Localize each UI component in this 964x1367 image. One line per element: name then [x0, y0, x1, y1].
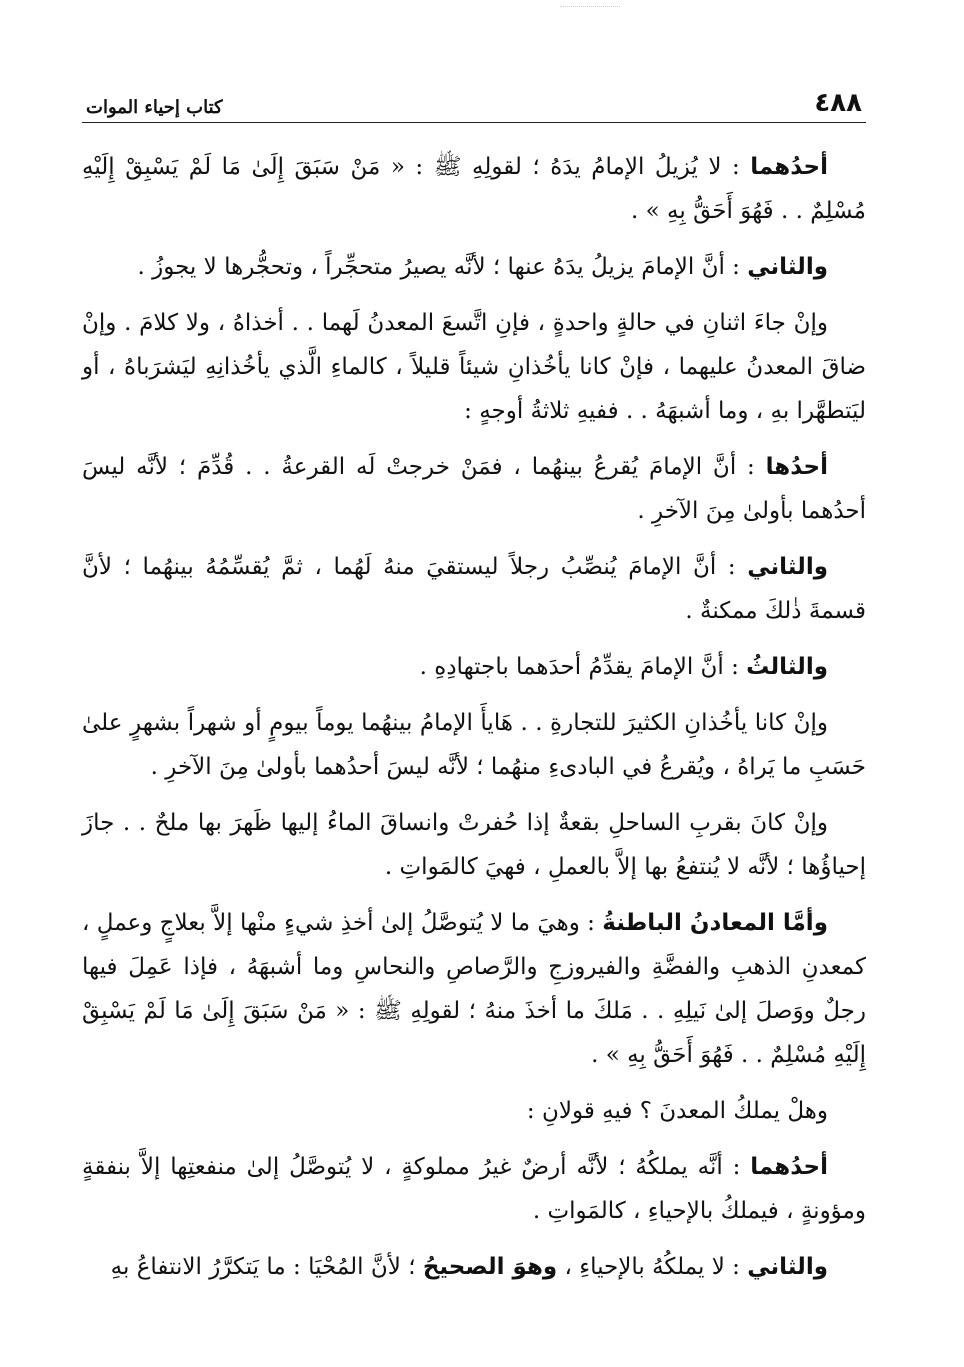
paragraph-text: : لا يُزيلُ الإمامُ يدَهُ ؛ لقولِهِ ﷺ : « مَنْ سَبَقَ إِلَىٰ مَا لَمْ يَسْبِقْ إِلَيْهِ مُسْلِمٌ . . فَهُوَ أَحَقُّ بِهِ » . [82, 154, 866, 224]
paragraph-lead: والثاني [747, 254, 828, 280]
page-header [82, 82, 866, 123]
page-body [82, 145, 866, 1289]
paragraph-text: : لا يملكُهُ بالإحياءِ ، [557, 1254, 748, 1280]
paragraph-text: : أنَّه يملكُهُ ؛ لأنَّه أرضٌ غيرُ مملوكةٍ ، لا يُتوصَّلُ إلىٰ منفعتِها إلاَّ بنفقةٍ ومؤونةٍ ، فيملكُ بالإحياءِ ، كالمَواتِ . [82, 1154, 866, 1224]
paragraph-lead: أحدُهما [750, 1154, 828, 1180]
running-title: كتاب إحياء الموات [86, 97, 223, 118]
paragraph-2 [82, 245, 866, 289]
paragraph-10 [82, 1089, 866, 1133]
paragraph-lead: والثالثُ [746, 654, 828, 680]
paragraph-lead: أحدُها [765, 454, 828, 480]
paragraph-tail: ؛ لأنَّ المُحْيَا : ما يَتكرَّرُ الانتفاعُ بهِ [110, 1254, 423, 1280]
paragraph-9 [82, 901, 866, 1077]
paragraph-emphasis: وهوَ الصحيحُ [422, 1254, 558, 1280]
paragraph-lead: وأمَّا المعادنُ الباطنةُ [602, 910, 828, 936]
paragraph-7 [82, 701, 866, 789]
paragraph-lead: والثاني [747, 1254, 828, 1280]
paragraph-text: : وهيَ ما لا يُتوصَّلُ إلىٰ أخذِ شيءٍ منْها إلاَّ بعلاجٍ وعملٍ ، كمعدنِ الذهبِ والفضَّةِ والفيروزجِ والرَّصاصِ والنحاسِ وما أشبهَهُ ، فإذا عَمِلَ فيها رجلٌ ووَصلَ إلىٰ نَيلِهِ . . مَلكَ ما أخذَ منهُ ؛ لقولِهِ ﷺ : « مَنْ سَبَقَ إِلَىٰ مَا لَمْ يَسْبِقْ إِلَيْهِ مُسْلِمٌ . . فَهُوَ أَحَقُّ بِهِ » . [82, 910, 866, 1068]
paragraph-8 [82, 801, 866, 889]
paragraph-12 [82, 1245, 866, 1289]
paragraph-lead: أحدُهما [750, 154, 828, 180]
paragraph-text: : أنَّ الإمامَ يُنصِّبُ رجلاً ليستقيَ منهُ لَهُما ، ثمَّ يُقسِّمُهُ بينهُما ؛ لأنَّ قسمةَ ذٰلكَ ممكنةٌ . [82, 554, 866, 624]
paragraph-lead: والثاني [747, 554, 828, 580]
paragraph-text: : أنَّ الإمامَ يُقرعُ بينهُما ، فمَنْ خرجتْ لَه القرعةُ . . قُدِّمَ ؛ لأنَّه ليسَ أحدُهما بأولىٰ مِنَ الآخرِ . [82, 454, 866, 524]
paragraph-5 [82, 545, 866, 633]
paragraph-text: : أنَّ الإمامَ يزيلُ يدَهُ عنها ؛ لأنَّه يصيرُ متحجِّراً ، وتحجُّرها لا يجوزُ . [137, 254, 748, 280]
paragraph-3 [82, 301, 866, 433]
paragraph-text: : أنَّ الإمامَ يقدِّمُ أحدَهما باجتهادِهِ . [419, 654, 747, 680]
paragraph-6 [82, 645, 866, 689]
scan-artifact [560, 6, 620, 9]
paragraph-text: وإنْ جاءَ اثنانِ في حالةٍ واحدةٍ ، فإنِ اتَّسعَ المعدنُ لَهما . . أخذاهُ ، ولا كلامَ . وإنْ ضاقَ المعدنُ عليهما ، فإنْ كانا يأخُذانِ شيئاً قليلاً ، كالماءِ الَّذي يأخُذانِهِ ليَشرَباهُ ، أو ليَتطهَّرا بهِ ، وما أشبهَهُ . . ففيهِ ثلاثةُ أوجهٍ : [82, 310, 866, 424]
page-number: ٤٨٨ [814, 88, 862, 118]
paragraph-text: وإنْ كانا يأخُذانِ الكثيرَ للتجارةِ . . هَايأَ الإمامُ بينهُما يوماً بيومٍ أو شهراً بشهرٍ علىٰ حَسَبِ ما يَراهُ ، ويُقرعُ في البادىءِ منهُما ؛ لأنَّه ليسَ أحدُهما بأولىٰ مِنَ الآخرِ . [82, 710, 866, 780]
paragraph-text: وهلْ يملكُ المعدنَ ؟ فيهِ قولانِ : [526, 1098, 828, 1124]
paragraph-1 [82, 145, 866, 233]
paragraph-4 [82, 445, 866, 533]
book-page [82, 82, 866, 1301]
paragraph-text: وإنْ كانَ بقربِ الساحلِ بقعةٌ إذا حُفرتْ وانساقَ الماءُ إليها ظَهرَ بها ملحٌ . . جازَ إحياؤُها ؛ لأنَّه لا يُنتفعُ بها إلاَّ بالعملِ ، فهيَ كالمَواتِ . [82, 810, 866, 880]
paragraph-11 [82, 1145, 866, 1233]
